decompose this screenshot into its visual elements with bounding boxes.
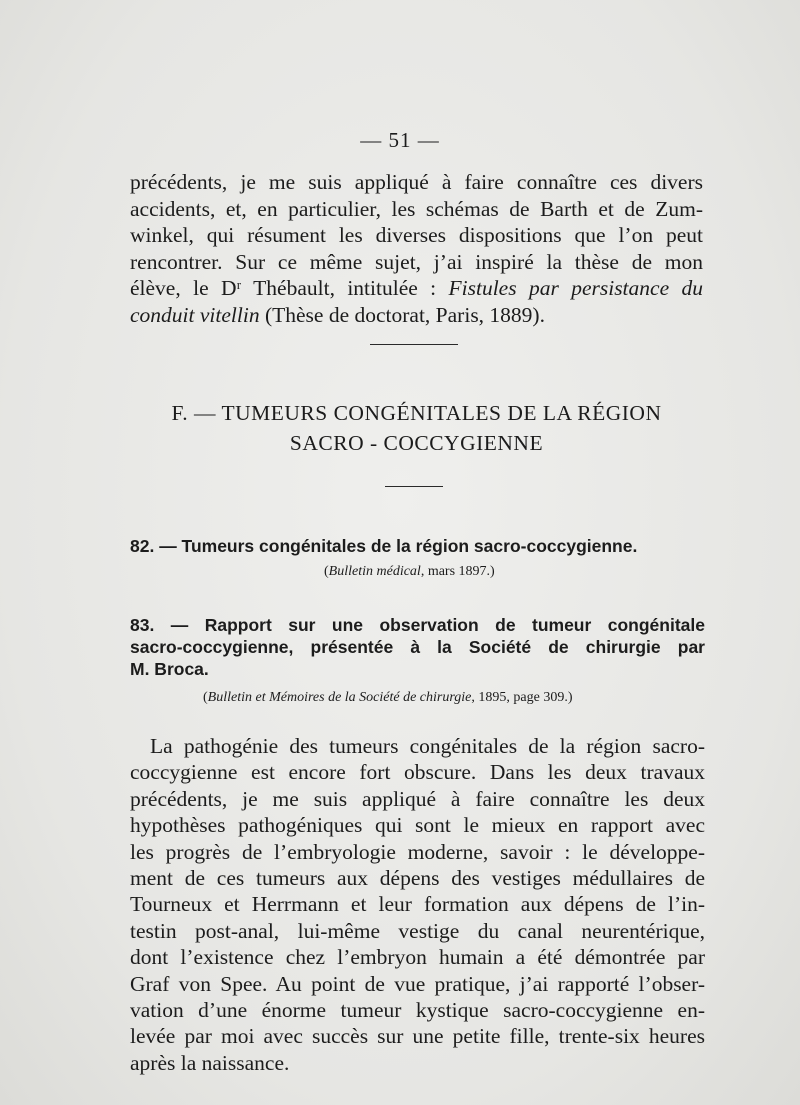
- entry-83-title-line: sacro-coccygienne, présentée à la Société de chirurgie par: [130, 637, 705, 657]
- closing-line: précédents, je me suis appliqué à faire connaître les deux: [130, 786, 705, 811]
- entry-83-title-line: M. Broca.: [130, 659, 209, 679]
- closing-paragraph: [130, 733, 705, 1076]
- entry-82-title-text: 82. — Tumeurs congénitales de la région sacro-coccygienne.: [130, 536, 638, 556]
- closing-line: La pathogénie des tumeurs congénitales de la région sacro-: [150, 734, 705, 758]
- closing-line: Graf von Spee. Au point de vue pratique, j’ai rapporté l’obser-: [130, 971, 705, 996]
- closing-line: hypothèses pathogéniques qui sont le mieux en rapport avec: [130, 813, 705, 838]
- intro-line: winkel, qui résument les diverses dispositions que l’on peut: [130, 223, 703, 247]
- closing-line: les progrès de l’embryologie moderne, savoir : le développe-: [130, 839, 705, 864]
- thesis-title-part1: Fistules par persistance du: [448, 276, 703, 300]
- thesis-citation: (Thèse de doctorat, Paris, 1889).: [259, 302, 545, 327]
- intro-line: accidents, et, en particulier, les schémas de Barth et de Zum-: [130, 196, 703, 221]
- closing-line: Tourneux et Herrmann et leur formation aux dépens de l’in-: [130, 892, 705, 917]
- entry-82-title: [130, 535, 705, 557]
- section-title: [130, 398, 703, 458]
- closing-line: vation d’une énorme tumeur kystique sacro-coccygienne en-: [130, 998, 705, 1023]
- closing-line: testin post-anal, lui-même vestige du canal neurentérique,: [130, 918, 705, 943]
- entry-82-journal: Bulletin médical: [328, 564, 421, 579]
- closing-line: coccygienne est encore fort obscure. Dans les deux travaux: [130, 760, 705, 785]
- closing-line: dont l’existence chez l’embryon humain a été démontrée par: [130, 945, 705, 970]
- section-title-line1: F. — TUMEURS CONGÉNITALES DE LA RÉGION: [171, 401, 662, 425]
- page-number: — 51 —: [360, 128, 440, 152]
- divider-rule: [385, 486, 443, 487]
- closing-line: après la naissance.: [130, 1050, 290, 1075]
- divider-rule: [370, 344, 458, 345]
- entry-83-title: [130, 614, 705, 680]
- closing-line: levée par moi avec succès sur une petite fille, trente-six heures: [130, 1024, 705, 1049]
- entry-83-title-line: 83. — Rapport sur une observation de tumeur congénitale: [130, 615, 705, 635]
- thesis-title-part2: conduit vitellin: [130, 302, 260, 327]
- section-title-line2: SACRO - COCCYGIENNE: [289, 431, 544, 455]
- entry-82-citation: (Bulletin médical, mars 1897.): [324, 564, 495, 579]
- entry-83-citation: (Bulletin et Mémoires de la Société de chirurgie, 1895, page 309.): [203, 690, 573, 705]
- intro-line-mixed: [130, 275, 703, 302]
- entry-82-detail: , mars 1897.: [420, 564, 491, 579]
- intro-line-final: [130, 302, 703, 329]
- intro-line-text: élève, le Dʳ Thébault, intitulée :: [130, 276, 449, 300]
- intro-paragraph: [130, 169, 703, 328]
- closing-line: ment de ces tumeurs aux dépens des vestiges médullaires de: [130, 866, 705, 891]
- intro-line: précédents, je me suis appliqué à faire connaître ces divers: [130, 170, 703, 194]
- entry-83-journal: Bulletin et Mémoires de la Société de chirurgie: [207, 690, 472, 705]
- intro-line: rencontrer. Sur ce même sujet, j’ai inspiré la thèse de mon: [130, 249, 703, 274]
- entry-83-detail: , 1895, page 309.: [471, 690, 568, 705]
